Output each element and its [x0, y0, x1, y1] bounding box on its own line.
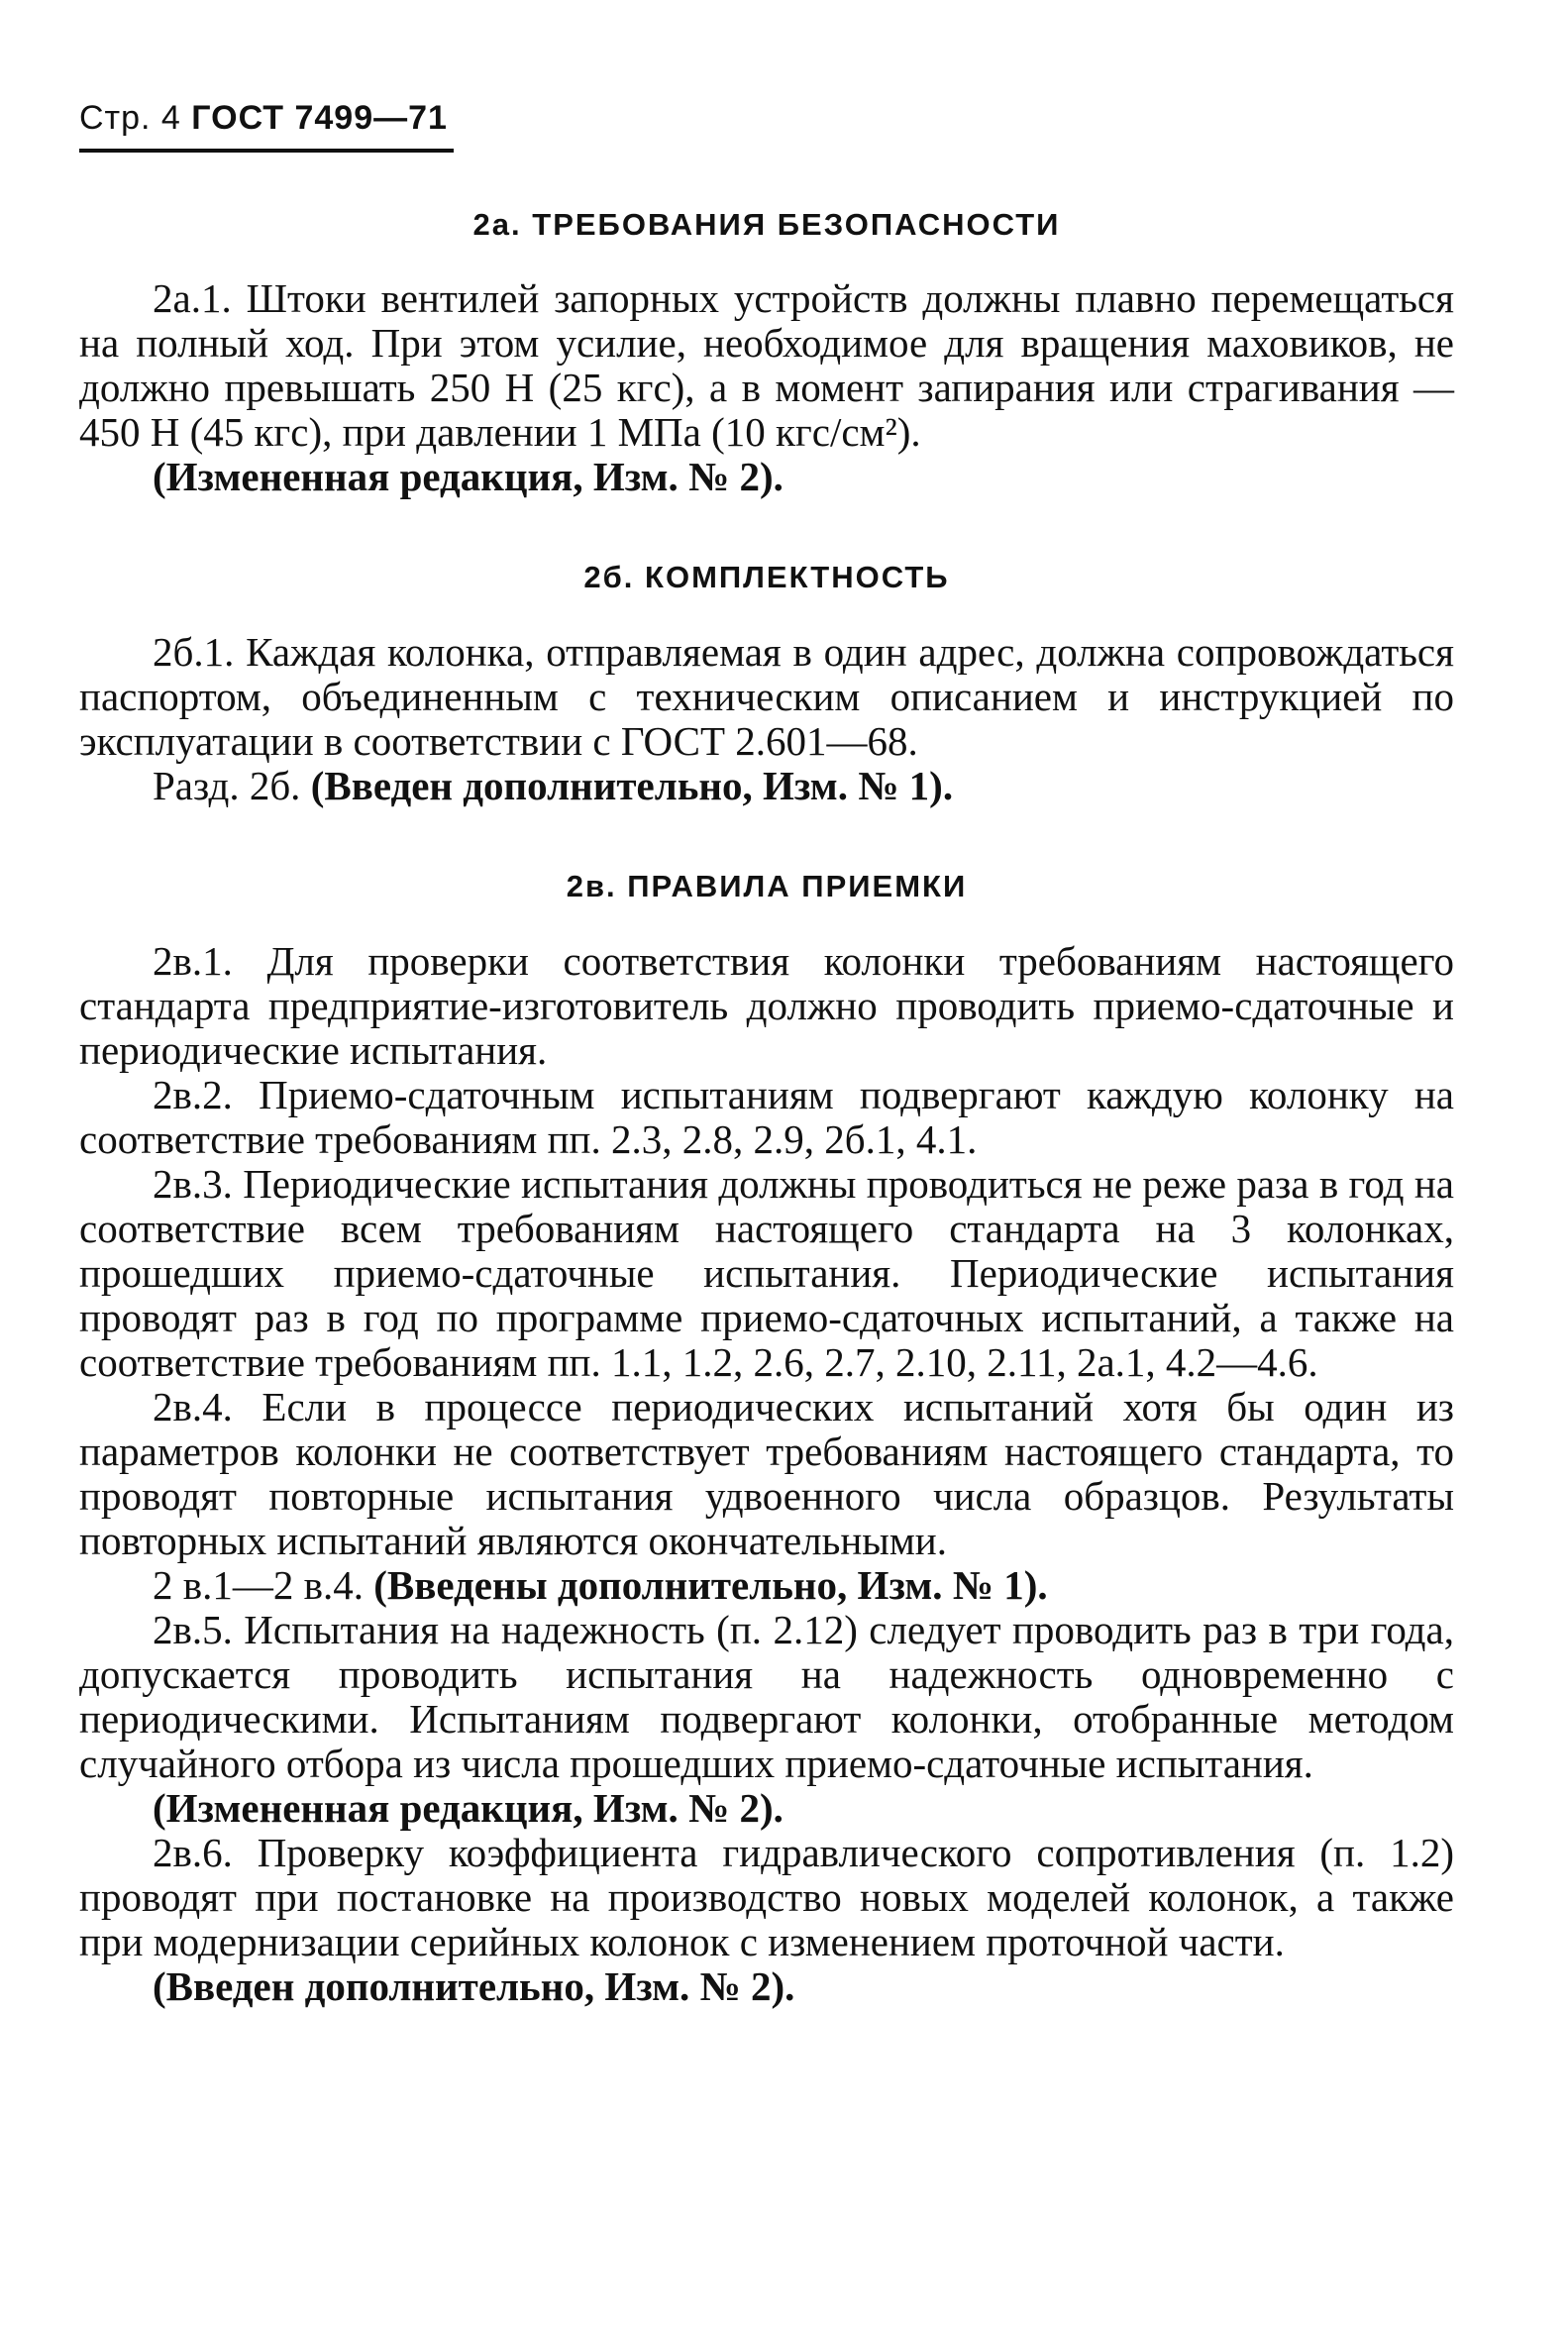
paragraph-2v5: 2в.5. Испытания на надежность (п. 2.12) следует проводить раз в три года, допускается проводить испытания на надежность одновременно с периодическими. Испытаниям подвергают колонки, отобранные методом случайного отбора из числа прошедших приемо-сдаточные испытания. — [79, 1606, 1454, 1786]
section-heading-completeness: 2б. КОМПЛЕКТНОСТЬ — [583, 560, 950, 595]
paragraph-2v1: 2в.1. Для проверки соответствия колонки требованиям настоящего стандарта предприятие-изготовитель должно проводить приемо-сдаточные и периодические испытания. — [79, 937, 1454, 1073]
paragraph-2a1: 2а.1. Штоки вентилей запорных устройств должны плавно перемещаться на полный ход. При этом усилие, необходимое для вращения маховиков, не должно превышать 250 Н (25 кгс), а в момент запирания или страгивания — 450 Н (45 кгс), при давлении 1 МПа (10 кгс/см²). — [79, 275, 1454, 456]
section-heading-safety: 2а. ТРЕБОВАНИЯ БЕЗОПАСНОСТИ — [472, 207, 1061, 242]
note-prefix: 2 в.1—2 в.4. — [153, 1561, 364, 1608]
paragraph-2b1: 2б.1. Каждая колонка, отправляемая в один адрес, должна сопровождаться паспортом, объединенным с техническим описанием и инструкцией по эксплуатации в соответствии с ГОСТ 2.601—68. — [79, 629, 1454, 765]
standard-number: ГОСТ 7499—71 — [191, 99, 448, 137]
paragraph-2v3: 2в.3. Периодические испытания должны проводиться не реже раза в год на соответствие всем требованиям настоящего стандарта на 3 колонках, прошедших приемо-сдаточные испытания. Периодические испытания проводят раз в год по программе приемо-сдаточных испытаний, а также на соответствие требованиям пп. 1.1, 1.2, 2.6, 2.7, 2.10, 2.11, 2а.1, 4.2—4.6. — [79, 1160, 1454, 1385]
note-text: (Введен дополнительно, Изм. № 1). — [310, 763, 954, 809]
paragraph-2v4: 2в.4. Если в процессе периодических испытаний хотя бы один из параметров колонки не соответствует требованиям настоящего стандарта, то проводят повторные испытания удвоенного числа образцов. Результаты повторных испытаний являются окончательными. — [79, 1383, 1454, 1563]
amendment-note: (Измененная редакция, Изм. № 2). — [153, 1784, 784, 1831]
page-header — [79, 99, 448, 138]
amendment-note: (Введен дополнительно, Изм. № 2). — [153, 1962, 795, 2009]
amendment-note — [79, 1563, 1454, 1608]
section-heading-acceptance: 2в. ПРАВИЛА ПРИЕМКИ — [566, 869, 968, 904]
note-prefix: Разд. 2б. — [153, 763, 301, 809]
note-text: (Введены дополнительно, Изм. № 1). — [373, 1561, 1048, 1608]
amendment-note — [79, 764, 1454, 808]
paragraph-2v2: 2в.2. Приемо-сдаточным испытаниям подвергают каждую колонку на соответствие требованиям пп. 2.3, 2.8, 2.9, 2б.1, 4.1. — [79, 1071, 1454, 1162]
paragraph-2v6: 2в.6. Проверку коэффициента гидравлического сопротивления (п. 1.2) проводят при постановке на производство новых моделей колонок, а также при модернизации серийных колонок с изменением проточной части. — [79, 1829, 1454, 1964]
amendment-note: (Измененная редакция, Изм. № 2). — [153, 454, 784, 500]
page-content — [79, 149, 1454, 2009]
page-number: Стр. 4 — [79, 99, 181, 137]
